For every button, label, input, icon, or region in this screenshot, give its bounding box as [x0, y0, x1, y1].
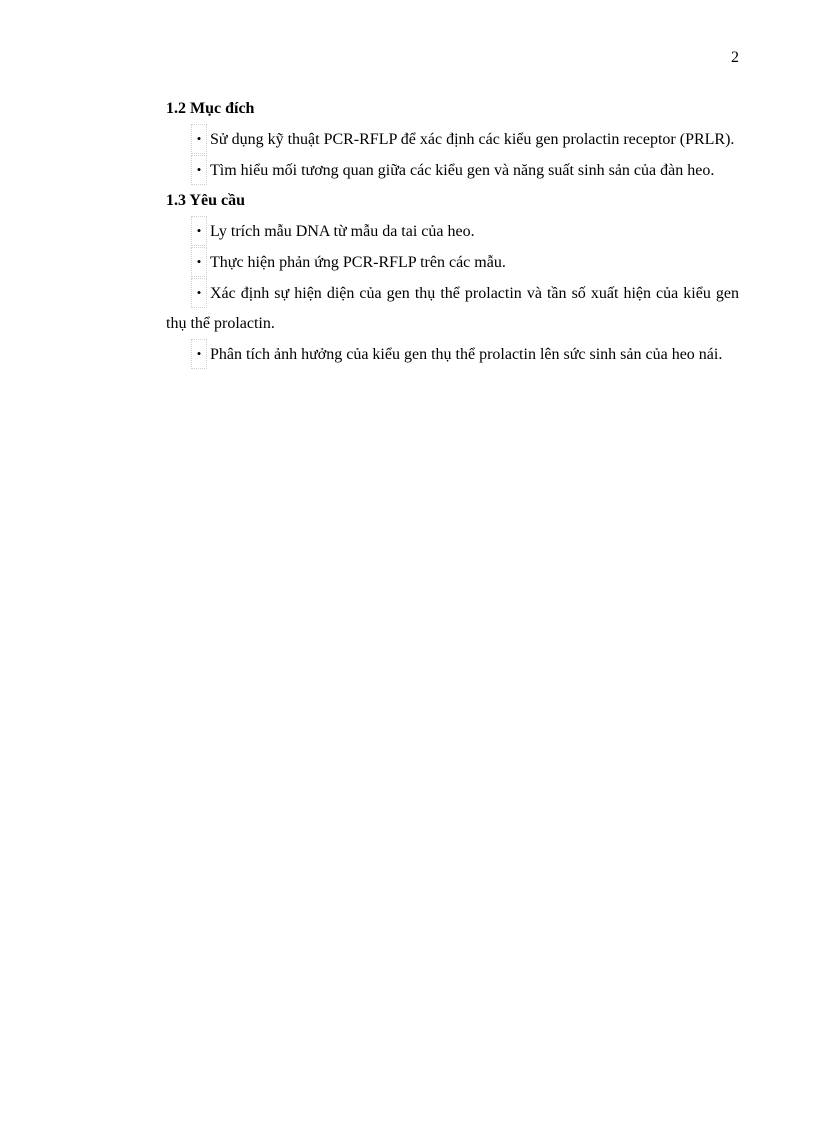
list-item: [166, 339, 739, 370]
bullet-icon: •: [191, 278, 207, 308]
list-item-text: Thực hiện phản ứng PCR-RFLP trên các mẫu.: [210, 254, 506, 271]
section-heading: 1.2 Mục đích: [166, 100, 255, 117]
list-item: [166, 278, 739, 339]
bullet-icon: •: [191, 247, 207, 277]
list-item-text: Ly trích mẫu DNA từ mẫu da tai của heo.: [210, 223, 475, 240]
list-item-text: Tìm hiểu mối tương quan giữa các kiểu gen và năng suất sinh sản của đàn heo.: [210, 162, 715, 179]
page-number: 2: [731, 49, 739, 66]
section-heading: 1.3 Yêu cầu: [166, 192, 245, 209]
section-yeu-cau: [166, 186, 739, 370]
list-item: [166, 124, 739, 155]
document-body: [166, 94, 739, 370]
list-item-text: Xác định sự hiện diện của gen thụ thể prolactin và tần số xuất hiện của kiểu gen thụ thể prolactin.: [166, 285, 739, 332]
bullet-icon: •: [191, 339, 207, 369]
bullet-icon: •: [191, 216, 207, 246]
list-item: [166, 155, 739, 186]
section-muc-dich: [166, 94, 739, 186]
list-item-text: Sử dụng kỹ thuật PCR-RFLP để xác định các kiểu gen prolactin receptor (PRLR).: [210, 131, 735, 148]
list-item: [166, 216, 739, 247]
list-item-text: Phân tích ảnh hưởng của kiểu gen thụ thể prolactin lên sức sinh sản của heo nái.: [210, 346, 723, 363]
bullet-icon: •: [191, 124, 207, 154]
list-item: [166, 247, 739, 278]
bullet-icon: •: [191, 155, 207, 185]
